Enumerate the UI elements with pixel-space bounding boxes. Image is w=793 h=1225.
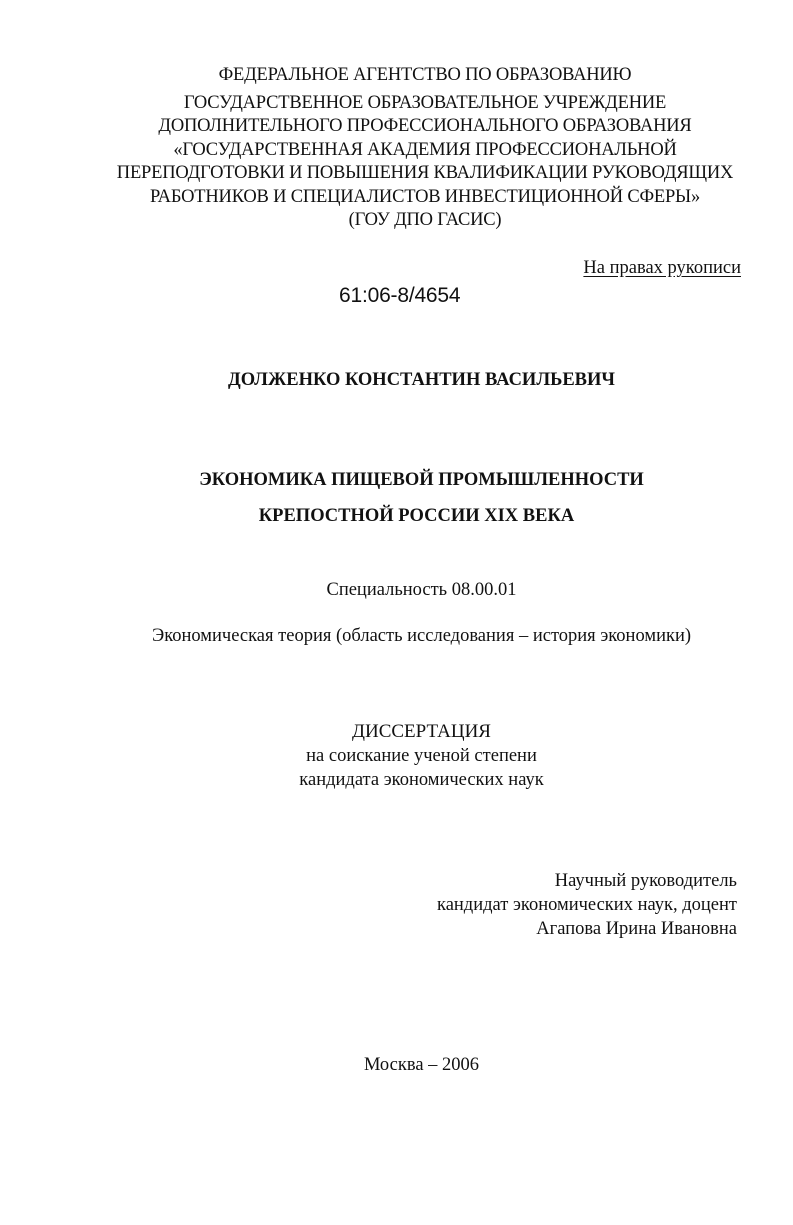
supervisor-name: Агапова Ирина Ивановна (536, 919, 737, 939)
supervisor-degree: кандидат экономических наук, доцент (436, 895, 737, 915)
dissertation-heading: ДИССЕРТАЦИЯ (352, 721, 491, 742)
title-line-2: КРЕПОСТНОЙ РОССИИ XIX ВЕКА (258, 506, 575, 526)
manuscript-rights-note: На правах рукописи (583, 258, 741, 278)
dissertation-degree-block (0, 720, 793, 792)
dissertation-title (0, 462, 793, 534)
institution-abbreviation: (ГОУ ДПО ГАСИС) (348, 210, 502, 230)
title-line-1: ЭКОНОМИКА ПИЩЕВОЙ ПРОМЫШЛЕННОСТИ (199, 470, 644, 490)
institution-line: ДОПОЛНИТЕЛЬНОГО ПРОФЕССИОНАЛЬНОГО ОБРАЗОВАНИЯ (158, 116, 692, 136)
specialty-code: Специальность 08.00.01 (326, 580, 517, 600)
agency-line: ФЕДЕРАЛЬНОЕ АГЕНТСТВО ПО ОБРАЗОВАНИЮ (218, 65, 632, 85)
degree-line: кандидата экономических наук (299, 770, 544, 790)
institution-line: ПЕРЕПОДГОТОВКИ И ПОВЫШЕНИЯ КВАЛИФИКАЦИИ РУКОВОДЯЩИХ (116, 163, 734, 183)
specialty-description: Экономическая теория (область исследования – история экономики) (151, 626, 692, 646)
degree-line: на соискание ученой степени (306, 746, 537, 766)
institution-line: «ГОСУДАРСТВЕННАЯ АКАДЕМИЯ ПРОФЕССИОНАЛЬНОЙ (173, 139, 677, 160)
author-name: ДОЛЖЕНКО КОНСТАНТИН ВАСИЛЬЕВИЧ (227, 370, 615, 390)
institution-line: РАБОТНИКОВ И СПЕЦИАЛИСТОВ ИНВЕСТИЦИОННОЙ СФЕРЫ» (149, 186, 701, 207)
catalog-number-stamp: 61:06-8/4654 (339, 284, 461, 307)
supervisor-role: Научный руководитель (554, 871, 737, 891)
supervisor-block (437, 869, 737, 941)
institution-header (90, 64, 760, 233)
institution-line: ГОСУДАРСТВЕННОЕ ОБРАЗОВАТЕЛЬНОЕ УЧРЕЖДЕНИЕ (183, 92, 667, 113)
city-year: Москва – 2006 (363, 1055, 480, 1075)
